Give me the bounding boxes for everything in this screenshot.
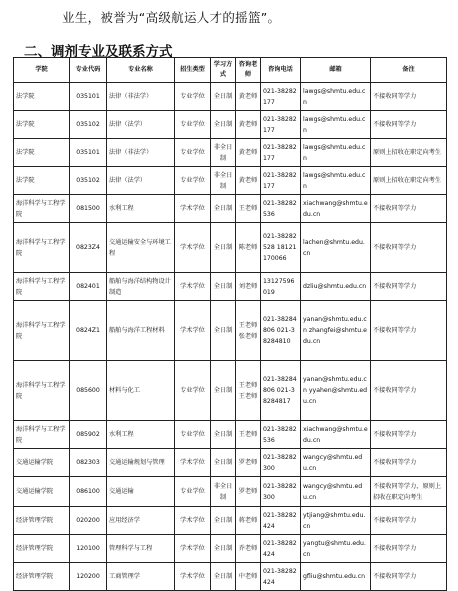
cell-contact-phone: 021-38282177 [261, 167, 301, 195]
table-row [14, 167, 447, 195]
cell-contact-teacher: 黄老师 [236, 167, 261, 195]
cell-email: wangcy@shmtu.edu.cn [301, 449, 371, 477]
cell-contact-teacher: 王老师 [236, 195, 261, 223]
cell-contact-phone: 021-38282536 [261, 421, 301, 449]
cell-college: 经济管理学院 [14, 563, 70, 591]
header-contact-teacher: 咨询老师 [236, 58, 261, 83]
cell-college: 法学院 [14, 167, 70, 195]
table-row [14, 535, 447, 563]
cell-contact-teacher: 王老师 [236, 421, 261, 449]
table-row [14, 111, 447, 139]
header-row [14, 58, 447, 83]
cell-study-mode: 非全日制 [211, 139, 236, 167]
cell-enroll-type: 专业学位 [175, 361, 211, 421]
section-heading: 二、调剂专业及联系方式 [24, 44, 173, 60]
table-row [14, 301, 447, 361]
cell-college: 交通运输学院 [14, 477, 70, 507]
cell-email: lawgs@shmtu.edu.cn [301, 83, 371, 111]
table-row [14, 421, 447, 449]
header-college: 学院 [14, 58, 70, 83]
cell-major-code: 085600 [70, 361, 107, 421]
cell-contact-phone: 021-38282177 [261, 111, 301, 139]
table-row [14, 449, 447, 477]
cell-contact-teacher: 王老师 张老师 [236, 301, 261, 361]
header-remarks: 备注 [371, 58, 447, 83]
cell-email: dzliu@shmtu.edu.cn [301, 273, 371, 301]
cell-enroll-type: 学术学位 [175, 223, 211, 273]
cell-enroll-type: 专业学位 [175, 111, 211, 139]
cell-remarks: 原则上招收在职定向考生 [371, 167, 447, 195]
cell-major-name: 船舶与海洋结构物设计制造 [107, 273, 175, 301]
cell-enroll-type: 学术学位 [175, 195, 211, 223]
cell-major-code: 035102 [70, 167, 107, 195]
cell-study-mode: 全日制 [211, 111, 236, 139]
cell-college: 海洋科学与工程学院 [14, 273, 70, 301]
cell-major-code: 035102 [70, 111, 107, 139]
cell-study-mode: 全日制 [211, 361, 236, 421]
header-contact-phone: 咨询电话 [261, 58, 301, 83]
table-body [14, 83, 447, 591]
cell-major-code: 081500 [70, 195, 107, 223]
cell-enroll-type: 专业学位 [175, 421, 211, 449]
table-row [14, 507, 447, 535]
cell-contact-teacher: 黄老师 [236, 111, 261, 139]
cell-remarks: 不接收同等学力 [371, 507, 447, 535]
table-row [14, 223, 447, 273]
cell-study-mode: 全日制 [211, 83, 236, 111]
cell-college: 交通运输学院 [14, 449, 70, 477]
cell-major-code: 086100 [70, 477, 107, 507]
cell-study-mode: 全日制 [211, 223, 236, 273]
cell-major-name: 水利工程 [107, 195, 175, 223]
table-row [14, 563, 447, 591]
cell-major-code: 082303 [70, 449, 107, 477]
cell-major-code: 120200 [70, 563, 107, 591]
cell-major-name: 法律（非法学） [107, 83, 175, 111]
cell-contact-phone: 021-38282528 18121170066 [261, 223, 301, 273]
cell-college: 海洋科学与工程学院 [14, 421, 70, 449]
intro-line: 业生，被誉为“高级航运人才的摇篮”。 [62, 10, 281, 25]
cell-study-mode: 非全日制 [211, 477, 236, 507]
cell-major-name: 水利工程 [107, 421, 175, 449]
cell-enroll-type: 学术学位 [175, 449, 211, 477]
cell-remarks: 不接收同等学力 [371, 83, 447, 111]
cell-remarks: 不接收同等学力 [371, 223, 447, 273]
cell-major-code: 035101 [70, 83, 107, 111]
cell-study-mode: 全日制 [211, 195, 236, 223]
cell-contact-phone: 021-38282424 [261, 535, 301, 563]
header-email: 邮箱 [301, 58, 371, 83]
table-row [14, 361, 447, 421]
cell-study-mode: 全日制 [211, 535, 236, 563]
cell-contact-teacher: 王老师 王老师 [236, 361, 261, 421]
cell-major-code: 035101 [70, 139, 107, 167]
cell-contact-teacher: 乔老师 [236, 535, 261, 563]
cell-enroll-type: 学术学位 [175, 273, 211, 301]
cell-contact-phone: 021-38282177 [261, 139, 301, 167]
cell-major-name: 应用经济学 [107, 507, 175, 535]
cell-remarks: 不接收同等学力 [371, 421, 447, 449]
cell-college: 经济管理学院 [14, 535, 70, 563]
cell-college: 海洋科学与工程学院 [14, 361, 70, 421]
cell-contact-phone: 13127596019 [261, 273, 301, 301]
cell-email: lachen@shmtu.edu.cn [301, 223, 371, 273]
header-enroll-type: 招生类型 [175, 58, 211, 83]
cell-major-code: 082401 [70, 273, 107, 301]
cell-study-mode: 全日制 [211, 421, 236, 449]
cell-major-name: 法律（法学） [107, 167, 175, 195]
cell-contact-teacher: 罗老师 [236, 449, 261, 477]
cell-remarks: 不接收同等学力 [371, 111, 447, 139]
cell-college: 海洋科学与工程学院 [14, 301, 70, 361]
cell-major-code: 085902 [70, 421, 107, 449]
table-row [14, 139, 447, 167]
cell-enroll-type: 学术学位 [175, 301, 211, 361]
table-row [14, 195, 447, 223]
cell-major-name: 材料与化工 [107, 361, 175, 421]
cell-major-name: 交通运输规划与管理 [107, 449, 175, 477]
cell-contact-teacher: 刘老师 [236, 273, 261, 301]
cell-email: xiachwang@shmtu.edu.cn [301, 421, 371, 449]
cell-remarks: 不接收同等学力 [371, 301, 447, 361]
table-row [14, 477, 447, 507]
cell-contact-phone: 021-38284806 021-38284810 [261, 301, 301, 361]
cell-study-mode: 全日制 [211, 301, 236, 361]
cell-major-code: 120100 [70, 535, 107, 563]
cell-contact-phone: 021-38282300 [261, 449, 301, 477]
cell-contact-phone: 021-38282536 [261, 195, 301, 223]
cell-contact-teacher: 蒋老师 [236, 507, 261, 535]
cell-email: yanan@shmtu.edu.cn yyahen@shmtu.edu.cn [301, 361, 371, 421]
header-major-code: 专业代码 [70, 58, 107, 83]
cell-email: lawgs@shmtu.edu.cn [301, 111, 371, 139]
cell-email: lawgs@shmtu.edu.cn [301, 139, 371, 167]
cell-contact-teacher: 陈老师 [236, 223, 261, 273]
cell-enroll-type: 专业学位 [175, 83, 211, 111]
cell-college: 法学院 [14, 83, 70, 111]
table-header [14, 58, 447, 83]
cell-enroll-type: 学术学位 [175, 535, 211, 563]
cell-email: yangtu@shmtu.edu.cn [301, 535, 371, 563]
cell-contact-teacher: 黄老师 [236, 139, 261, 167]
cell-college: 法学院 [14, 139, 70, 167]
header-study-mode: 学习方式 [211, 58, 236, 83]
cell-college: 海洋科学与工程学院 [14, 195, 70, 223]
header-major-name: 专业名称 [107, 58, 175, 83]
cell-contact-phone: 021-38282424 [261, 507, 301, 535]
cell-remarks: 不接收同等学力 [371, 273, 447, 301]
cell-major-name: 交通运输 [107, 477, 175, 507]
cell-remarks: 不接收同等学力 [371, 195, 447, 223]
cell-study-mode: 全日制 [211, 507, 236, 535]
cell-major-code: 020200 [70, 507, 107, 535]
cell-major-code: 0824Z1 [70, 301, 107, 361]
cell-contact-teacher: 黄老师 [236, 83, 261, 111]
cell-study-mode: 全日制 [211, 273, 236, 301]
cell-remarks: 不接收同等学力，原则上招收在职定向考生 [371, 477, 447, 507]
cell-contact-phone: 021-38282300 [261, 477, 301, 507]
cell-remarks: 不接收同等学力 [371, 361, 447, 421]
cell-remarks: 原则上招收在职定向考生 [371, 139, 447, 167]
cell-enroll-type: 专业学位 [175, 139, 211, 167]
cell-college: 海洋科学与工程学院 [14, 223, 70, 273]
cell-enroll-type: 专业学位 [175, 167, 211, 195]
cell-major-name: 法律（法学） [107, 111, 175, 139]
cell-remarks: 不接收同等学力 [371, 563, 447, 591]
cell-study-mode: 全日制 [211, 563, 236, 591]
cell-remarks: 不接收同等学力 [371, 535, 447, 563]
cell-contact-phone: 021-38282424 [261, 563, 301, 591]
cell-study-mode: 全日制 [211, 449, 236, 477]
cell-contact-phone: 021-38284806 021-38284817 [261, 361, 301, 421]
adjustment-table [13, 57, 447, 591]
cell-major-name: 法律（非法学） [107, 139, 175, 167]
cell-study-mode: 非全日制 [211, 167, 236, 195]
cell-enroll-type: 学术学位 [175, 563, 211, 591]
cell-email: yanan@shmtu.edu.cn zhangfei@shmtu.edu.cn [301, 301, 371, 361]
cell-college: 法学院 [14, 111, 70, 139]
cell-major-code: 0823Z4 [70, 223, 107, 273]
cell-college: 经济管理学院 [14, 507, 70, 535]
cell-enroll-type: 专业学位 [175, 477, 211, 507]
cell-major-name: 管理科学与工程 [107, 535, 175, 563]
table-row [14, 273, 447, 301]
cell-email: lawgs@shmtu.edu.cn [301, 167, 371, 195]
cell-major-name: 交通运输安全与环境工程 [107, 223, 175, 273]
cell-email: wangcy@shmtu.edu.cn [301, 477, 371, 507]
cell-major-name: 船舶与海洋工程材料 [107, 301, 175, 361]
cell-contact-teacher: 罗老师 [236, 477, 261, 507]
cell-email: ytjiang@shmtu.edu.cn [301, 507, 371, 535]
cell-remarks: 不接收同等学力 [371, 449, 447, 477]
cell-contact-teacher: 中老师 [236, 563, 261, 591]
cell-email: xiachwang@shmtu.edu.cn [301, 195, 371, 223]
cell-contact-phone: 021-38282177 [261, 83, 301, 111]
cell-enroll-type: 学术学位 [175, 507, 211, 535]
cell-major-name: 工商管理学 [107, 563, 175, 591]
table-row [14, 83, 447, 111]
cell-email: gfliu@shmtu.edu.cn [301, 563, 371, 591]
